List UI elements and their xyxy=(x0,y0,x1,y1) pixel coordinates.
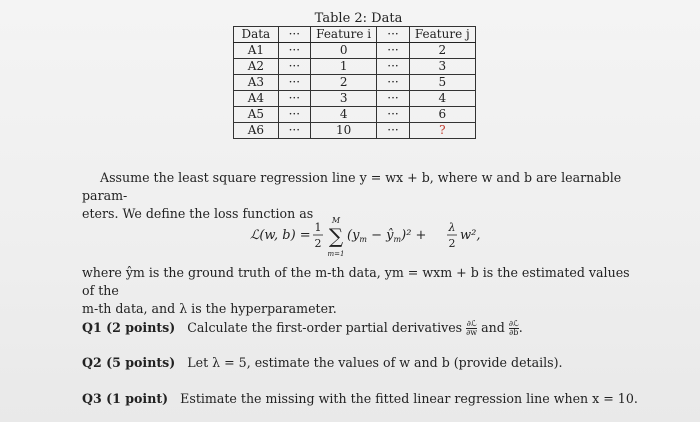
equation-lambda-num: λ xyxy=(448,221,456,234)
cell-feature-j: 3 xyxy=(409,59,475,75)
cell-ellipsis: ··· xyxy=(278,123,310,139)
question-2 xyxy=(82,354,563,372)
partial-derivative-w: $\frac{\text{∂ℒ}}{\partial w}$ xyxy=(466,319,478,337)
cell-data: A2 xyxy=(234,59,279,75)
header-ellipsis: ··· xyxy=(377,27,409,43)
question-2-label: Q2 (5 points) xyxy=(82,355,176,370)
cell-ellipsis: ··· xyxy=(377,107,409,123)
cell-feature-j: 2 xyxy=(409,43,475,59)
question-3-text: Estimate the missing with the fitted linear regression line when x = 10. xyxy=(180,391,638,406)
paragraph-definitions-line1: where ŷm is the ground truth of the m-th data, ym = wxm + b is the estimated values of the xyxy=(82,265,630,298)
cell-feature-j-missing: ? xyxy=(409,123,475,139)
cell-ellipsis: ··· xyxy=(278,107,310,123)
cell-ellipsis: ··· xyxy=(278,59,310,75)
cell-ellipsis: ··· xyxy=(278,43,310,59)
partial-derivative-b: $\frac{\text{∂ℒ}}{\partial b}$ xyxy=(508,319,519,337)
paragraph-intro-line2: eters. We define the loss function as xyxy=(82,206,314,221)
cell-feature-i: 0 xyxy=(310,43,376,59)
cell-data: A1 xyxy=(234,43,279,59)
sum-upper-limit: M xyxy=(331,216,341,225)
table-caption: Table 2: Data xyxy=(314,11,403,26)
cell-feature-i: 1 xyxy=(310,59,376,75)
cell-ellipsis: ··· xyxy=(278,91,310,107)
cell-ellipsis: ··· xyxy=(377,91,409,107)
cell-feature-i: 4 xyxy=(310,107,376,123)
table-row xyxy=(234,75,476,91)
table-row xyxy=(234,107,476,123)
cell-data: A3 xyxy=(234,75,279,91)
question-3-label: Q3 (1 point) xyxy=(82,391,169,406)
cell-ellipsis: ··· xyxy=(377,43,409,59)
cell-ellipsis: ··· xyxy=(278,75,310,91)
data-table-container xyxy=(233,12,476,139)
equation-tail: w², xyxy=(460,228,480,243)
table-row xyxy=(234,91,476,107)
cell-feature-i: 3 xyxy=(310,91,376,107)
equation-body: ($y_m$ − $ŷ_m)^2$ + xyxy=(347,228,427,244)
cell-feature-j: 5 xyxy=(409,75,475,91)
paragraph-definitions-line2: m-th data, and λ is the hyperparameter. xyxy=(82,301,337,316)
question-3 xyxy=(82,390,638,408)
cell-ellipsis: ··· xyxy=(377,123,409,139)
header-data: Data xyxy=(234,27,279,43)
loss-equation-svg xyxy=(250,214,480,258)
sum-lower-limit: m=1 xyxy=(327,250,345,258)
sum-sign: ∑ xyxy=(328,224,344,248)
paragraph-intro-line1: Assume the least square regression line y = wx + b, where w and b are learnable param- xyxy=(82,170,622,203)
header-feature-i: Feature i xyxy=(310,27,376,43)
cell-data: A5 xyxy=(234,107,279,123)
cell-data: A6 xyxy=(234,123,279,139)
question-1-end: . xyxy=(518,320,523,335)
table-row xyxy=(234,43,476,59)
table-row xyxy=(234,123,476,139)
cell-feature-i: 10 xyxy=(310,123,376,139)
cell-feature-j: 6 xyxy=(409,107,475,123)
table-row xyxy=(234,59,476,75)
equation-half-num: 1 xyxy=(314,221,322,234)
equation-lhs: ℒ(w, b) = xyxy=(250,228,311,243)
question-1 xyxy=(82,319,523,337)
equation-lambda-den: 2 xyxy=(448,237,456,250)
paragraph-definitions xyxy=(82,264,642,318)
table-header-row xyxy=(234,27,476,43)
question-2-text: Let λ = 5, estimate the values of w and b (provide details). xyxy=(187,355,563,370)
equation-half-den: 2 xyxy=(314,237,322,250)
loss-equation xyxy=(250,214,480,264)
header-feature-j: Feature j xyxy=(409,27,475,43)
cell-data: A4 xyxy=(234,91,279,107)
question-1-label: Q1 (2 points) xyxy=(82,320,176,335)
cell-feature-j: 4 xyxy=(409,91,475,107)
question-1-and: and xyxy=(477,320,509,335)
data-table xyxy=(233,26,476,139)
header-ellipsis: ··· xyxy=(278,27,310,43)
question-1-text: Calculate the first-order partial derivatives xyxy=(187,320,463,335)
cell-ellipsis: ··· xyxy=(377,59,409,75)
cell-ellipsis: ··· xyxy=(377,75,409,91)
cell-feature-i: 2 xyxy=(310,75,376,91)
